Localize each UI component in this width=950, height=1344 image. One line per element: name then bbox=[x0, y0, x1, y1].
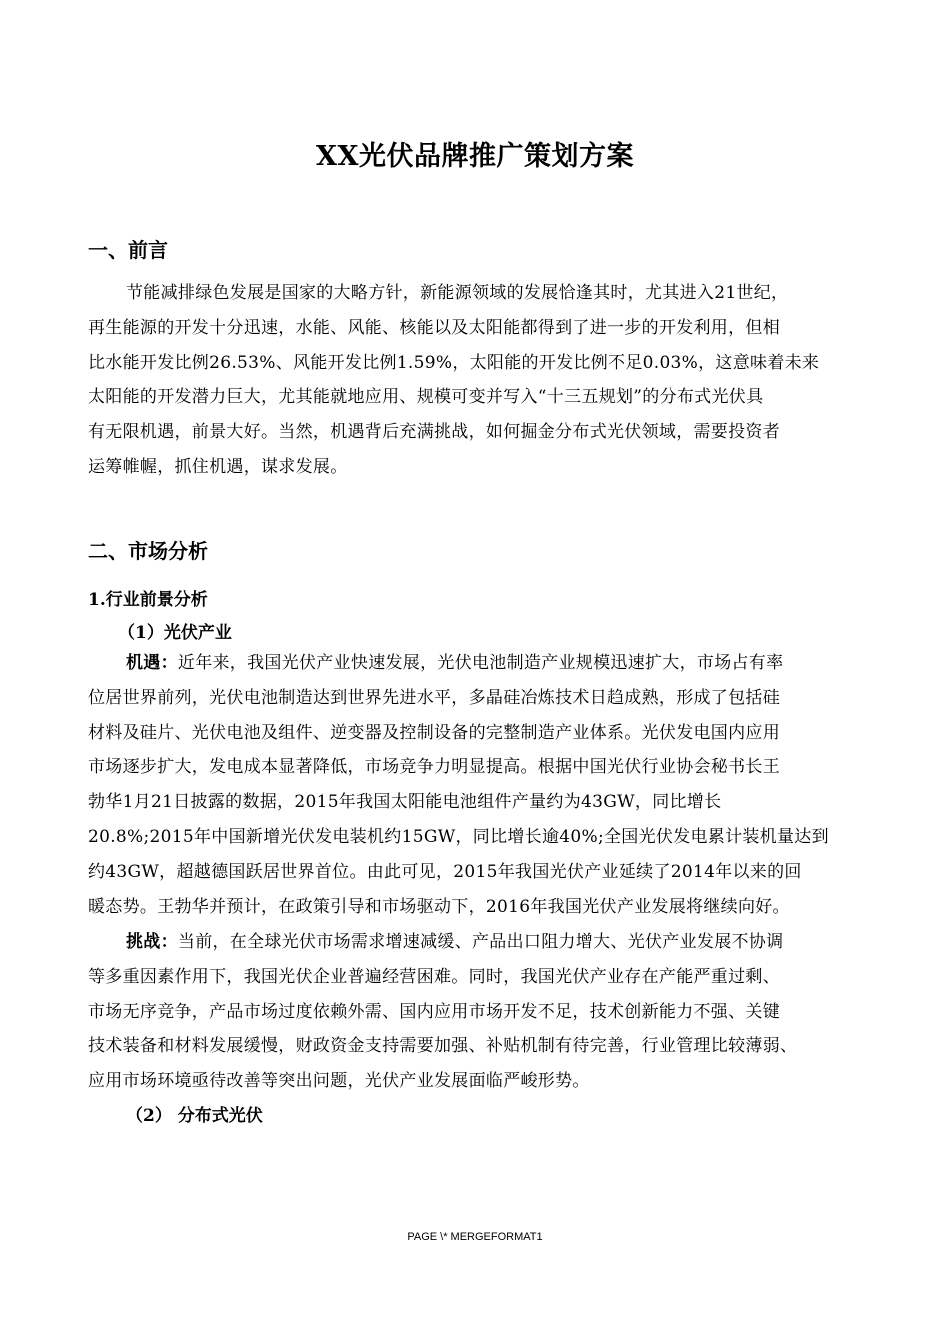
paragraph-line: 近年来，我国光伏产业快速发展，光伏电池制造产业规模迅速扩大，市场占有率 bbox=[177, 653, 784, 673]
paragraph-line: 暖态势。王勃华并预计，在政策引导和市场驱动下，2016年我国光伏产业发展将继续向好。 bbox=[88, 896, 790, 917]
document-title: XX光伏品牌推广策划方案 bbox=[316, 141, 634, 172]
paragraph-line: 勃华1月21日披露的数据，2015年我国太阳能电池组件产量约为43GW，同比增长 bbox=[88, 792, 722, 813]
paragraph-line: 有无限机遇，前景大好。当然，机遇背后充满挑战，如何掘金分布式光伏领域，需要投资者 bbox=[88, 422, 780, 443]
opportunity-label: 机遇： bbox=[126, 653, 178, 673]
challenge-label: 挑战： bbox=[126, 932, 178, 952]
paragraph-line: 比水能开发比例26.53%、风能开发比例1.59%，太阳能的开发比例不足0.03%，这意味着未来 bbox=[88, 352, 820, 373]
paragraph-line: 再生能源的开发十分迅速，水能、风能、核能以及太阳能都得到了进一步的开发利用，但相 bbox=[88, 317, 780, 338]
paragraph-line: 市场无序竞争，产品市场过度依赖外需、国内应用市场开发不足，技术创新能力不强、关键 bbox=[88, 1001, 780, 1022]
item-pv-industry: （1）光伏产业 bbox=[118, 623, 232, 643]
subheading-industry-outlook: 1.行业前景分析 bbox=[88, 590, 208, 610]
page-footer: PAGE \* MERGEFORMAT1 bbox=[407, 1231, 543, 1243]
paragraph-line: 运筹帷幄，抓住机遇，谋求发展。 bbox=[88, 456, 348, 477]
paragraph-line: 材料及硅片、光伏电池及组件、逆变器及控制设备的完整制造产业体系。光伏发电国内应用 bbox=[88, 722, 780, 743]
section-heading-preface: 一、前言 bbox=[88, 238, 168, 262]
paragraph-line: 节能减排绿色发展是国家的大略方针，新能源领域的发展恰逢其时，尤其进入21世纪， bbox=[126, 283, 789, 303]
challenge-paragraph bbox=[88, 925, 864, 1099]
section-heading-market: 二、市场分析 bbox=[88, 539, 208, 563]
paragraph-line: 约43GW，超越德国跃居世界首位。由此可见，2015年我国光伏产业延续了2014年以来的回 bbox=[88, 861, 802, 882]
opportunity-paragraph bbox=[88, 646, 864, 924]
paragraph-line: 当前，在全球光伏市场需求增速减缓、产品出口阻力增大、光伏产业发展不协调 bbox=[177, 932, 784, 952]
paragraph-line: 市场逐步扩大，发电成本显著降低，市场竞争力明显提高。根据中国光伏行业协会秘书长王 bbox=[88, 757, 780, 778]
item-distributed-pv: （2） 分布式光伏 bbox=[126, 1106, 263, 1126]
paragraph-line: 20.8%;2015年中国新增光伏发电装机约15GW，同比增长逾40%;全国光伏发电累计装机量达到 bbox=[88, 826, 829, 847]
paragraph-line: 应用市场环境亟待改善等突出问题，光伏产业发展面临严峻形势。 bbox=[88, 1071, 590, 1092]
paragraph-line: 技术装备和材料发展缓慢，财政资金支持需要加强、补贴机制有待完善，行业管理比较薄弱、 bbox=[88, 1036, 798, 1057]
paragraph-line: 等多重因素作用下，我国光伏企业普遍经营困难。同时，我国光伏产业存在产能严重过剩、 bbox=[88, 966, 780, 987]
paragraph-line: 位居世界前列，光伏电池制造达到世界先进水平，多晶硅冶炼技术日趋成熟，形成了包括硅 bbox=[88, 687, 780, 708]
paragraph-line: 太阳能的开发潜力巨大，尤其能就地应用、规模可变并写入“十三五规划”的分布式光伏具 bbox=[88, 387, 764, 408]
preface-paragraph bbox=[88, 276, 864, 485]
